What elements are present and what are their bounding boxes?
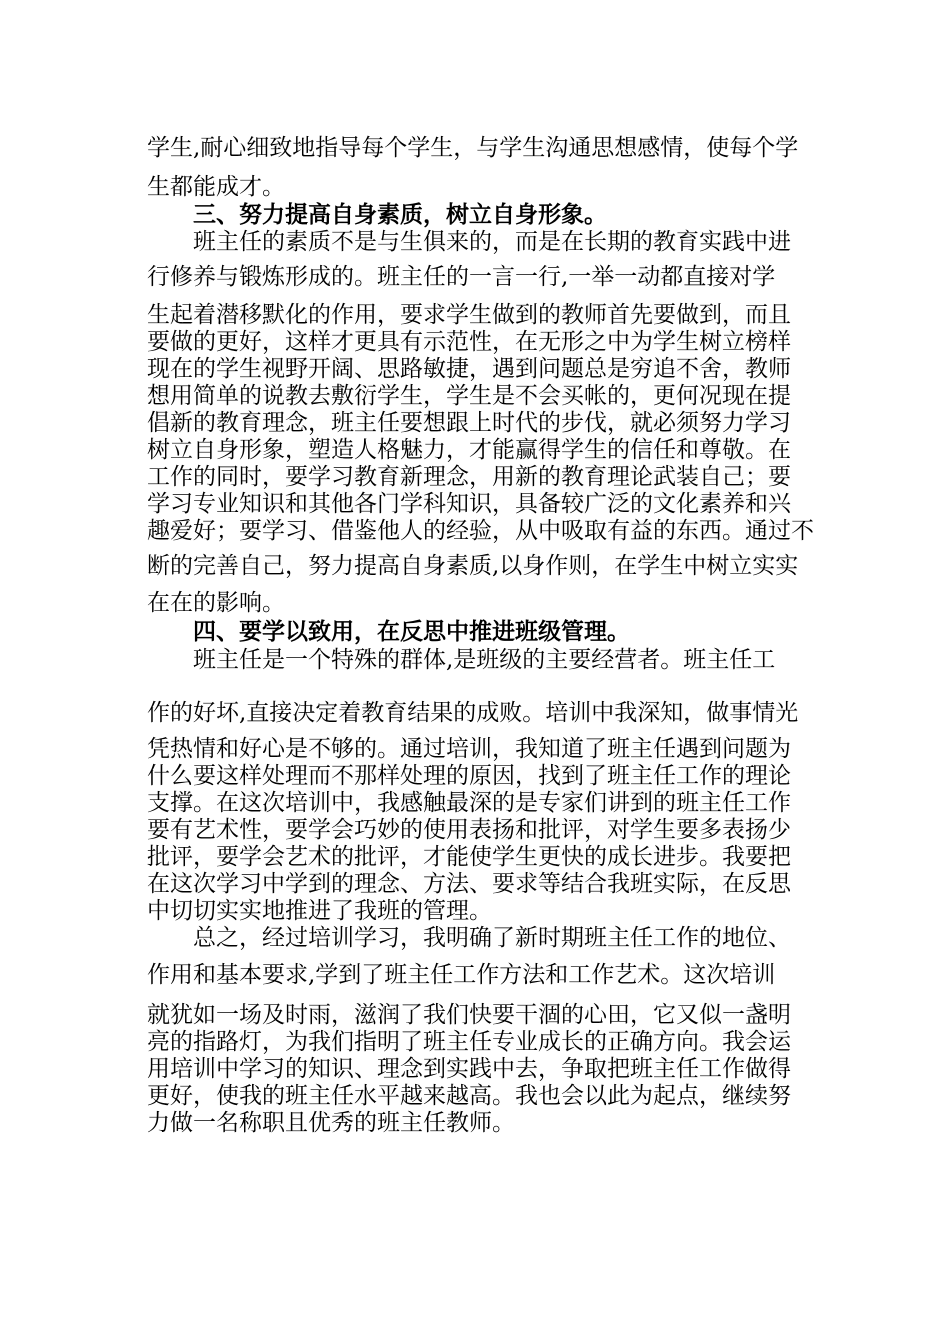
text-line: 支撑。在这次培训中，我感触最深的是专家们讲到的班主任工作 <box>147 790 791 816</box>
text-line: 作的好坏,直接决定着教育结果的成败。培训中我深知，做事情光 <box>147 700 799 726</box>
section-heading-4: 四、要学以致用，在反思中推进班级管理。 <box>193 618 630 645</box>
text-line: 行修养与锻炼形成的。班主任的一言一行,一举一动都直接对学 <box>147 264 776 290</box>
text-line: 趣爱好；要学习、借鉴他人的经验，从中吸取有益的东西。通过不 <box>147 518 814 544</box>
text-line: 用培训中学习的知识、理念到实践中去，争取把班主任工作做得 <box>147 1056 791 1082</box>
text-line: 学生,耐心细致地指导每个学生，与学生沟通思想感情，使每个学 <box>147 135 799 161</box>
text-line: 作用和基本要求,学到了班主任工作方法和工作艺术。这次培训 <box>147 962 776 988</box>
text-line: 工作的同时，要学习教育新理念，用新的教育理论武装自己；要 <box>147 464 791 490</box>
text-line: 班主任的素质不是与生俱来的，而是在长期的教育实践中进 <box>193 229 791 255</box>
text-line: 现在的学生视野开阔、思路敏捷，遇到问题总是穷追不舍，教师 <box>147 356 791 382</box>
text-line: 亮的指路灯，为我们指明了班主任专业成长的正确方向。我会运 <box>147 1029 791 1055</box>
text-line: 想用简单的说教去敷衍学生，学生是不会买帐的，更何况现在提 <box>147 383 791 409</box>
text-line: 力做一名称职且优秀的班主任教师。 <box>147 1110 515 1136</box>
text-line: 倡新的教育理念，班主任要想跟上时代的步伐，就必须努力学习 <box>147 410 791 436</box>
text-line: 学习专业知识和其他各门学科知识，具备较广泛的文化素养和兴 <box>147 491 791 517</box>
text-line: 断的完善自己，努力提高自身素质,以身作则，在学生中树立实实 <box>147 553 799 579</box>
text-line: 中切切实实地推进了我班的管理。 <box>147 898 492 924</box>
text-line: 批评，要学会艺术的批评，才能使学生更快的成长进步。我要把 <box>147 844 791 870</box>
text-line: 总之，经过培训学习，我明确了新时期班主任工作的地位、 <box>193 925 791 951</box>
text-line: 什么要这样处理而不那样处理的原因，找到了班主任工作的理论 <box>147 763 791 789</box>
text-line: 树立自身形象，塑造人格魅力，才能赢得学生的信任和尊敬。在 <box>147 437 791 463</box>
text-line: 在这次学习中学到的理念、方法、要求等结合我班实际，在反思 <box>147 871 791 897</box>
text-line: 凭热情和好心是不够的。通过培训，我知道了班主任遇到问题为 <box>147 736 791 762</box>
text-line: 就犹如一场及时雨，滋润了我们快要干涸的心田，它又似一盏明 <box>147 1002 791 1028</box>
text-line: 班主任是一个特殊的群体,是班级的主要经营者。班主任工 <box>193 647 776 673</box>
text-line: 生都能成才。 <box>147 174 285 200</box>
text-line: 更好，使我的班主任水平越来越高。我也会以此为起点，继续努 <box>147 1083 791 1109</box>
text-line: 生起着潜移默化的作用，要求学生做到的教师首先要做到，而且 <box>147 302 791 328</box>
text-line: 要有艺术性，要学会巧妙的使用表扬和批评，对学生要多表扬少 <box>147 817 791 843</box>
text-line: 要做的更好，这样才更具有示范性，在无形之中为学生树立榜样 <box>147 329 791 355</box>
section-heading-3: 三、努力提高自身素质，树立自身形象。 <box>193 201 607 228</box>
text-line: 在在的影响。 <box>147 590 285 616</box>
